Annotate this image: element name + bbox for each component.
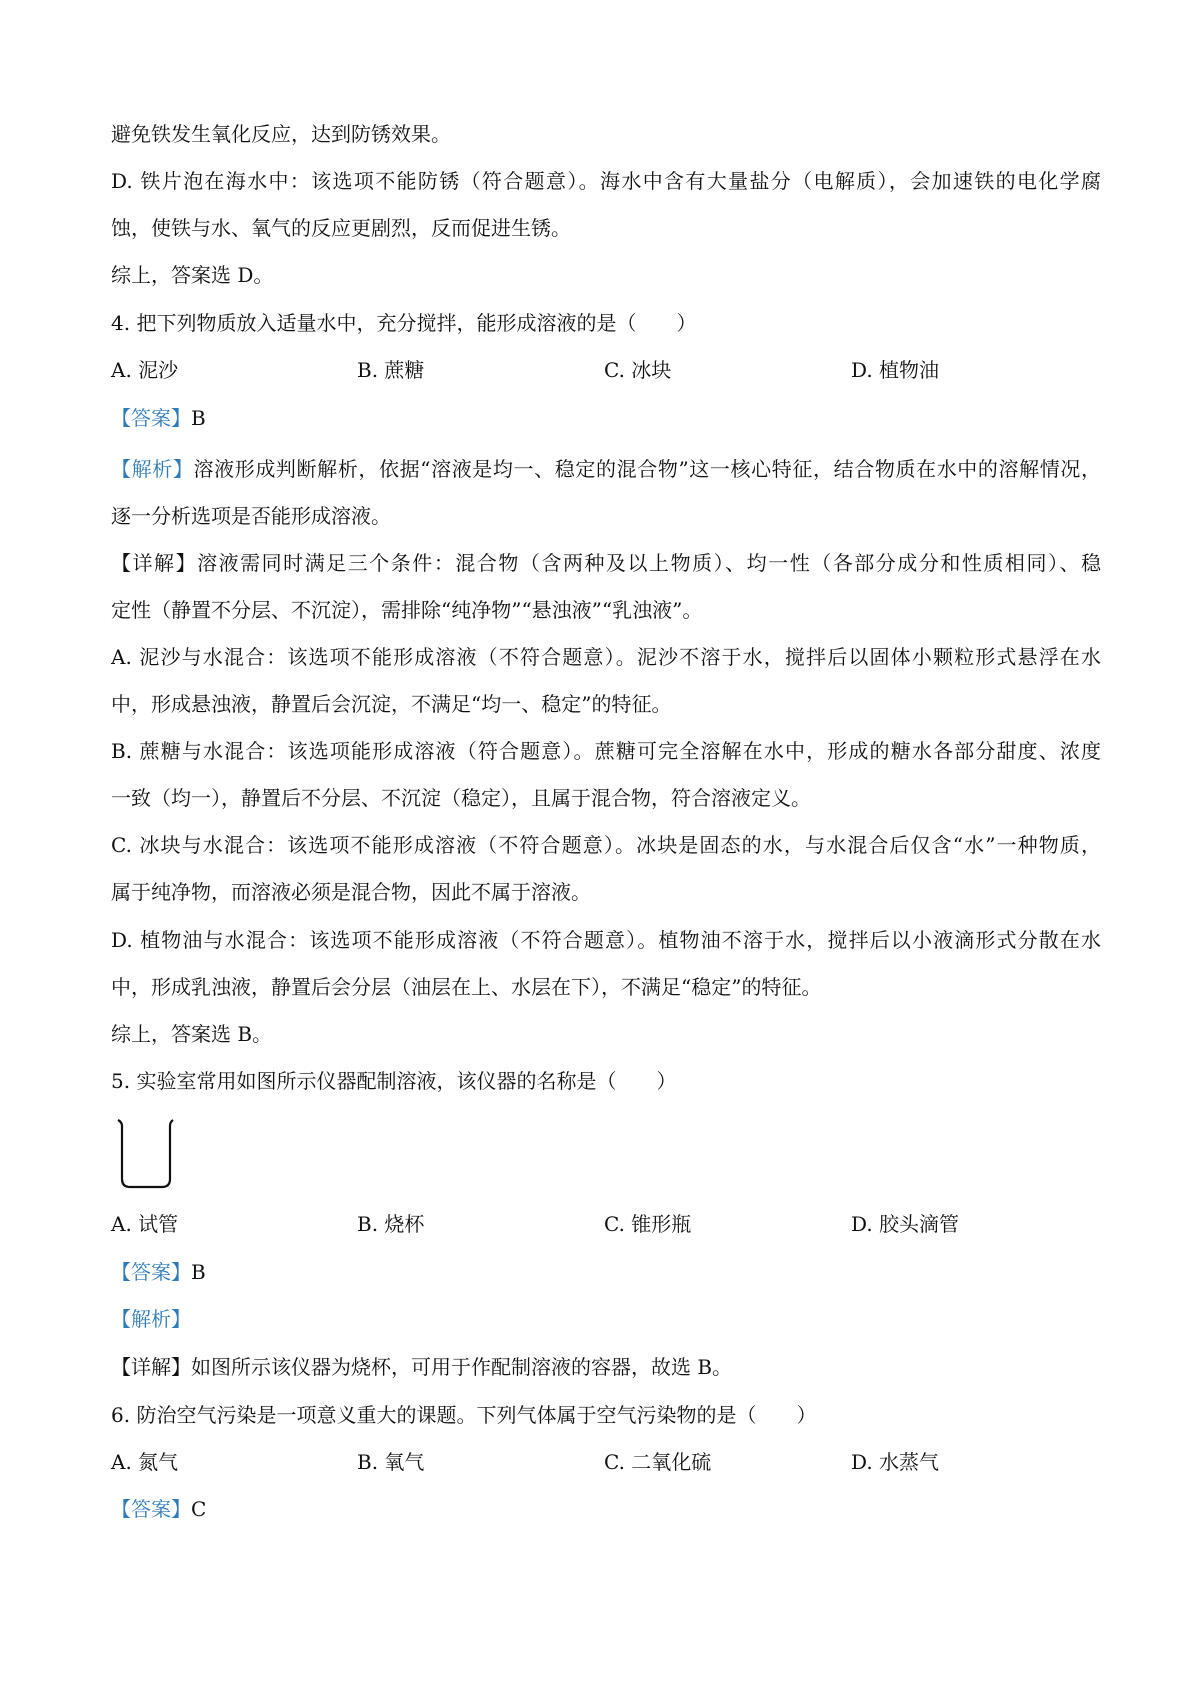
text-line: 蚀，使铁与水、氧气的反应更剧烈，反而促进生锈。 <box>111 216 571 240</box>
question-4-stem: 4. 把下列物质放入适量水中，充分搅拌，能形成溶液的是（ ） <box>111 311 697 335</box>
q4-option-d: D. 植物油 <box>851 358 940 382</box>
summary-line: 综上，答案选 D。 <box>111 263 274 287</box>
text-line: D. 铁片泡在海水中：该选项不能防锈（符合题意）。海水中含有大量盐分（电解质），会加速铁的电化学腐 <box>111 169 1101 193</box>
q5-option-c: C. 锥形瓶 <box>604 1212 692 1236</box>
q4-detail-line <box>111 550 1101 576</box>
text-line: 避免铁发生氧化反应，达到防锈效果。 <box>111 122 451 146</box>
analysis-text: 溶液形成判断解析，依据“溶液是均一、稳定的混合物”这一核心特征，结合物质在水中的溶解情况， <box>193 457 1101 481</box>
answer-value: B <box>191 406 206 430</box>
answer-value: C <box>191 1497 207 1521</box>
answer-tag: 【答案】 <box>111 1260 191 1284</box>
q6-option-b: B. 氧气 <box>357 1450 425 1474</box>
text-line: A. 泥沙与水混合：该选项不能形成溶液（不符合题意）。泥沙不溶于水，搅拌后以固体小颗粒形式悬浮在水 <box>111 645 1101 669</box>
q4-option-a: A. 泥沙 <box>111 358 179 382</box>
q6-option-c: C. 二氧化硫 <box>604 1450 712 1474</box>
q4-option-b: B. 蔗糖 <box>357 358 425 382</box>
text-line: 属于纯净物，而溶液必须是混合物，因此不属于溶液。 <box>111 880 591 904</box>
q4-answer <box>111 405 1101 431</box>
detail-text: 如图所示该仪器为烧杯，可用于作配制溶液的容器，故选 B。 <box>191 1355 733 1379</box>
detail-tag: 【详解】 <box>111 551 198 575</box>
detail-tag: 【详解】 <box>111 1355 191 1379</box>
q5-answer <box>111 1259 1101 1285</box>
answer-tag: 【答案】 <box>111 406 191 430</box>
q6-option-a: A. 氮气 <box>111 1450 179 1474</box>
question-6-stem: 6. 防治空气污染是一项意义重大的课题。下列气体属于空气污染物的是（ ） <box>111 1403 817 1427</box>
text-line: 定性（静置不分层、不沉淀），需排除“纯净物”“悬浊液”“乳浊液”。 <box>111 598 703 622</box>
text-line: 中，形成乳浊液，静置后会分层（油层在上、水层在下），不满足“稳定”的特征。 <box>111 975 822 999</box>
q5-analysis <box>111 1306 1101 1332</box>
answer-tag: 【答案】 <box>111 1497 191 1521</box>
q5-detail-line <box>111 1354 1101 1380</box>
question-5-stem: 5. 实验室常用如图所示仪器配制溶液，该仪器的名称是（ ） <box>111 1069 677 1093</box>
analysis-tag: 【解析】 <box>111 1307 191 1331</box>
text-line: C. 冰块与水混合：该选项不能形成溶液（不符合题意）。冰块是固态的水，与水混合后仅含“水”一种物质， <box>111 833 1101 857</box>
q6-option-d: D. 水蒸气 <box>851 1450 940 1474</box>
analysis-tag: 【解析】 <box>111 457 194 481</box>
text-line: 中，形成悬浊液，静置后会沉淀，不满足“均一、稳定”的特征。 <box>111 692 672 716</box>
summary-line: 综上，答案选 B。 <box>111 1022 273 1046</box>
text-line: 一致（均一），静置后不分层、不沉淀（稳定），且属于混合物，符合溶液定义。 <box>111 786 811 810</box>
q4-analysis-line <box>111 456 1101 482</box>
beaker-image <box>116 1117 174 1189</box>
text-line: B. 蔗糖与水混合：该选项能形成溶液（符合题意）。蔗糖可完全溶解在水中，形成的糖水各部分甜度、浓度 <box>111 739 1101 763</box>
q4-option-c: C. 冰块 <box>604 358 672 382</box>
q5-option-a: A. 试管 <box>111 1212 179 1236</box>
q5-option-b: B. 烧杯 <box>357 1212 425 1236</box>
q6-answer <box>111 1496 1101 1522</box>
text-line: D. 植物油与水混合：该选项不能形成溶液（不符合题意）。植物油不溶于水，搅拌后以小液滴形式分散在水 <box>111 928 1101 952</box>
detail-text: 溶液需同时满足三个条件：混合物（含两种及以上物质）、均一性（各部分成分和性质相同）、稳 <box>197 551 1101 575</box>
q5-option-d: D. 胶头滴管 <box>851 1212 960 1236</box>
text-line: 逐一分析选项是否能形成溶液。 <box>111 504 391 528</box>
answer-value: B <box>191 1260 206 1284</box>
